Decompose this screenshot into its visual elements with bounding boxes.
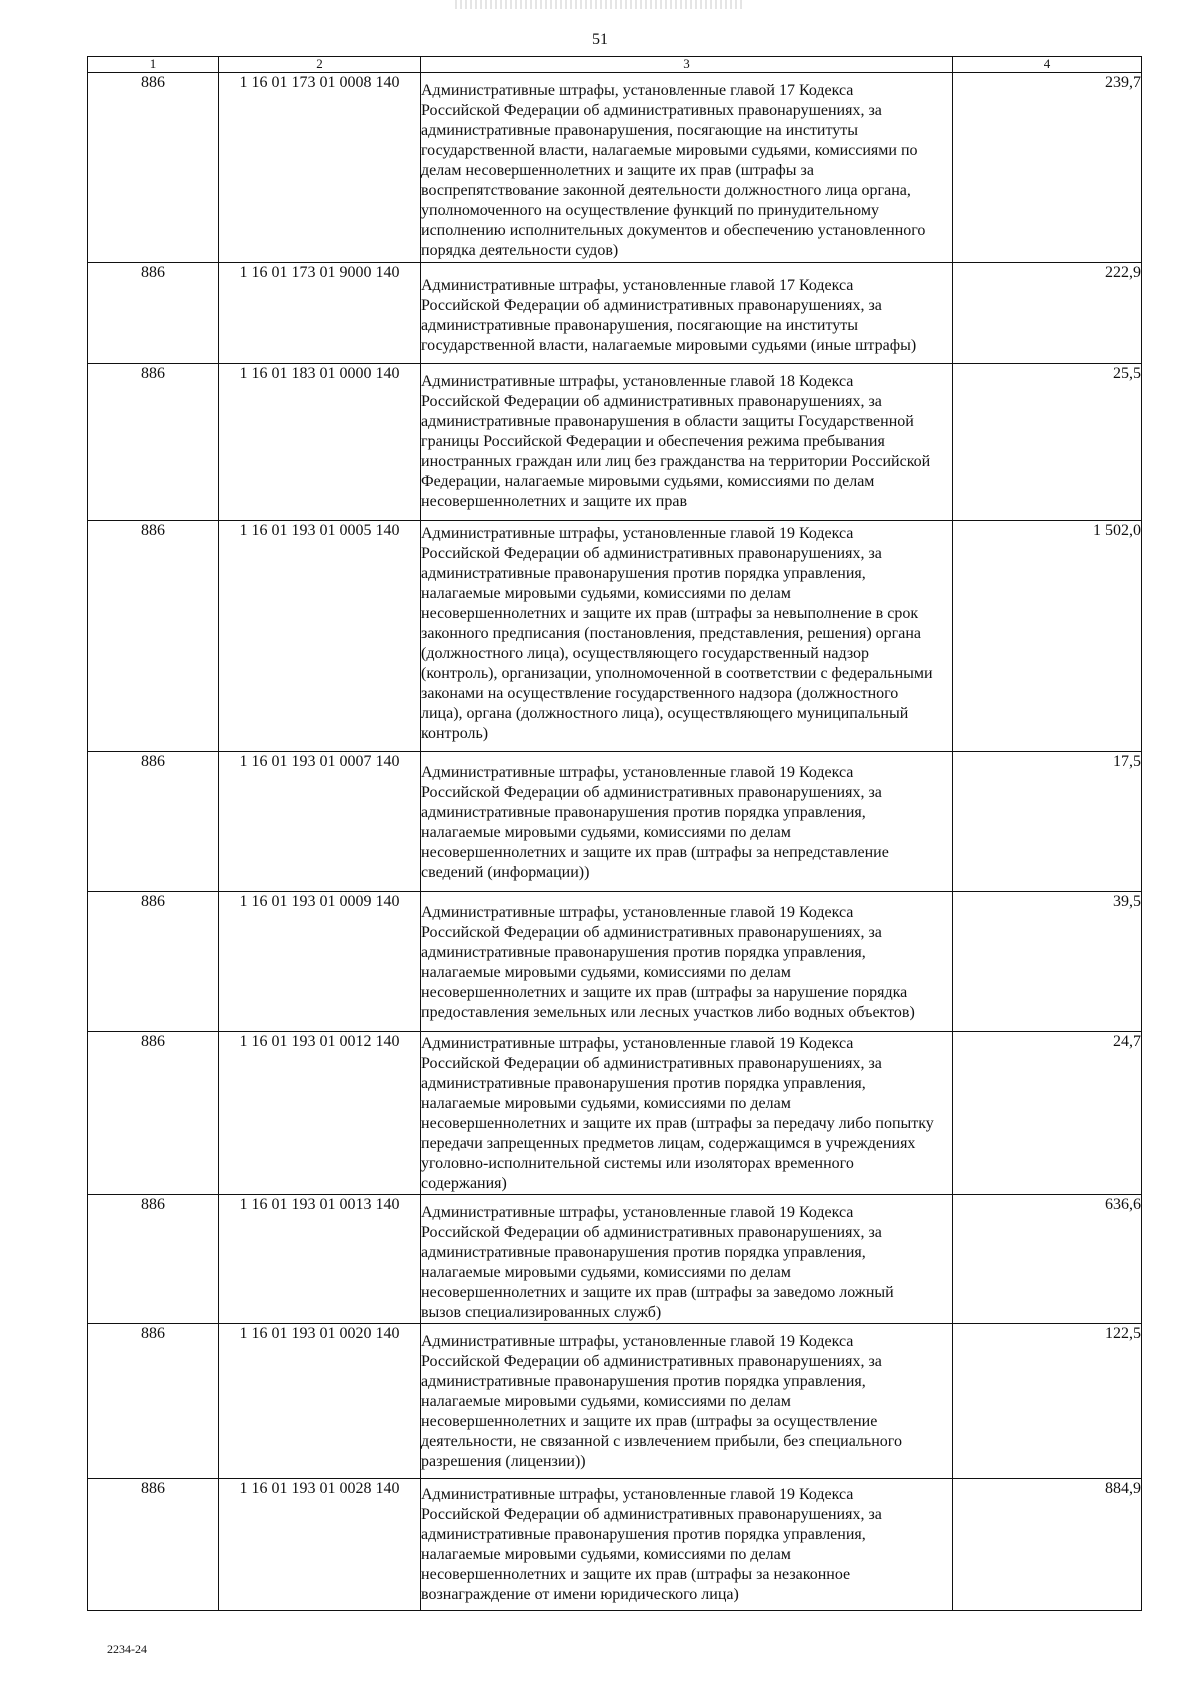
description-cell [421, 364, 953, 521]
description-cell [421, 263, 953, 364]
description-text: Административные штрафы, установленные главой 19 Кодекса Российской Федерации об административных правонарушениях, за административные правонарушения против порядка управления, налагаемые мировыми судьями, комиссиями по делам несовершеннолетних и защите их прав (штрафы за незаконное вознаграждение от имени юридического лица) [421, 1486, 882, 1603]
admin-code-cell: 886 [88, 521, 219, 752]
column-header-1: 1 [88, 57, 219, 73]
table-body [88, 73, 1142, 1611]
amount-cell: 39,5 [953, 892, 1142, 1032]
admin-code-cell: 886 [88, 73, 219, 263]
admin-code-cell: 886 [88, 263, 219, 364]
kbk-code-cell: 1 16 01 183 01 0000 140 [219, 364, 421, 521]
footer-code: 2234-24 [107, 1642, 147, 1656]
description-cell [421, 1324, 953, 1479]
kbk-code-cell: 1 16 01 193 01 0009 140 [219, 892, 421, 1032]
admin-code-cell: 886 [88, 892, 219, 1032]
kbk-code-cell: 1 16 01 193 01 0028 140 [219, 1479, 421, 1611]
table-row [88, 364, 1142, 521]
scan-artifact [455, 0, 745, 9]
fines-table [87, 56, 1142, 1611]
admin-code-cell: 886 [88, 1032, 219, 1195]
description-cell [421, 521, 953, 752]
kbk-code-cell: 1 16 01 193 01 0012 140 [219, 1032, 421, 1195]
page-number: 51 [592, 31, 608, 48]
description-cell [421, 892, 953, 1032]
table-row [88, 263, 1142, 364]
kbk-code-cell: 1 16 01 193 01 0013 140 [219, 1195, 421, 1324]
amount-cell: 122,5 [953, 1324, 1142, 1479]
amount-cell: 222,9 [953, 263, 1142, 364]
description-text: Административные штрафы, установленные главой 19 Кодекса Российской Федерации об административных правонарушениях, за административные правонарушения против порядка управления, налагаемые мировыми судьями, комиссиями по делам несовершеннолетних и защите их прав (штрафы за заведомо ложный вызов специализированных служб) [421, 1204, 894, 1321]
table-row [88, 1324, 1142, 1479]
kbk-code-cell: 1 16 01 173 01 9000 140 [219, 263, 421, 364]
column-header-3: 3 [421, 57, 953, 73]
kbk-code-cell: 1 16 01 193 01 0020 140 [219, 1324, 421, 1479]
table-row [88, 1032, 1142, 1195]
column-header-4: 4 [953, 57, 1142, 73]
description-text: Административные штрафы, установленные главой 19 Кодекса Российской Федерации об административных правонарушениях, за административные правонарушения против порядка управления, налагаемые мировыми судьями, комиссиями по делам несовершеннолетних и защите их прав (штрафы за нарушение порядка предоставления земельных или лесных участков либо водных объектов) [421, 904, 915, 1021]
description-text: Административные штрафы, установленные главой 19 Кодекса Российской Федерации об административных правонарушениях, за административные правонарушения против порядка управления, налагаемые мировыми судьями, комиссиями по делам несовершеннолетних и защите их прав (штрафы за передачу либо попытку передачи запрещенных предметов лицам, содержащимся в учреждениях уголовно-исполнительной системы или изоляторах временного содержания) [421, 1035, 934, 1192]
description-text: Административные штрафы, установленные главой 19 Кодекса Российской Федерации об административных правонарушениях, за административные правонарушения против порядка управления, налагаемые мировыми судьями, комиссиями по делам несовершеннолетних и защите их прав (штрафы за непредставление сведений (информации)) [421, 764, 889, 881]
amount-cell: 1 502,0 [953, 521, 1142, 752]
table-header [88, 57, 1142, 73]
kbk-code-cell: 1 16 01 193 01 0007 140 [219, 752, 421, 892]
amount-cell: 884,9 [953, 1479, 1142, 1611]
description-text: Административные штрафы, установленные главой 17 Кодекса Российской Федерации об административных правонарушениях, за административные правонарушения, посягающие на институты государственной власти, налагаемые мировыми судьями, комиссиями по делам несовершеннолетних и защите их прав (штрафы за воспрепятствование законной деятельности должностного лица органа, уполномоченного на осуществление функций по принудительному исполнению исполнительных документов и обеспечению установленного порядка деятельности судов) [421, 82, 926, 259]
table-row [88, 892, 1142, 1032]
amount-cell: 17,5 [953, 752, 1142, 892]
admin-code-cell: 886 [88, 1479, 219, 1611]
description-text: Административные штрафы, установленные главой 19 Кодекса Российской Федерации об административных правонарушениях, за административные правонарушения против порядка управления, налагаемые мировыми судьями, комиссиями по делам несовершеннолетних и защите их прав (штрафы за осуществление деятельности, не связанной с извлечением прибыли, без специального разрешения (лицензии)) [421, 1333, 902, 1470]
description-text: Административные штрафы, установленные главой 17 Кодекса Российской Федерации об административных правонарушениях, за административные правонарушения, посягающие на институты государственной власти, налагаемые мировыми судьями (иные штрафы) [421, 277, 917, 354]
kbk-code-cell: 1 16 01 193 01 0005 140 [219, 521, 421, 752]
description-cell [421, 1479, 953, 1611]
description-cell [421, 752, 953, 892]
table-row [88, 521, 1142, 752]
amount-cell: 24,7 [953, 1032, 1142, 1195]
description-text: Административные штрафы, установленные главой 19 Кодекса Российской Федерации об административных правонарушениях, за административные правонарушения против порядка управления, налагаемые мировыми судьями, комиссиями по делам несовершеннолетних и защите их прав (штрафы за невыполнение в срок законного предписания (постановления, представления, решения) органа (должностного лица), осуществляющего государственный надзор (контроль), организации, уполномоченной в соответствии с федеральными законами на осуществление государственного надзора (должностного лица), органа (должностного лица), осуществляющего муниципальный контроль) [421, 525, 933, 742]
admin-code-cell: 886 [88, 1195, 219, 1324]
admin-code-cell: 886 [88, 1324, 219, 1479]
amount-cell: 25,5 [953, 364, 1142, 521]
table-row [88, 752, 1142, 892]
description-cell [421, 1195, 953, 1324]
table-row [88, 73, 1142, 263]
admin-code-cell: 886 [88, 364, 219, 521]
admin-code-cell: 886 [88, 752, 219, 892]
header-row [88, 57, 1142, 73]
amount-cell: 636,6 [953, 1195, 1142, 1324]
description-cell [421, 73, 953, 263]
column-header-2: 2 [219, 57, 421, 73]
description-cell [421, 1032, 953, 1195]
kbk-code-cell: 1 16 01 173 01 0008 140 [219, 73, 421, 263]
description-text: Административные штрафы, установленные главой 18 Кодекса Российской Федерации об административных правонарушениях, за административные правонарушения в области защиты Государственной границы Российской Федерации и обеспечения режима пребывания иностранных граждан или лиц без гражданства на территории Российской Федерации, налагаемые мировыми судьями, комиссиями по делам несовершеннолетних и защите их прав [421, 373, 931, 510]
table-row [88, 1195, 1142, 1324]
table-row [88, 1479, 1142, 1611]
amount-cell: 239,7 [953, 73, 1142, 263]
